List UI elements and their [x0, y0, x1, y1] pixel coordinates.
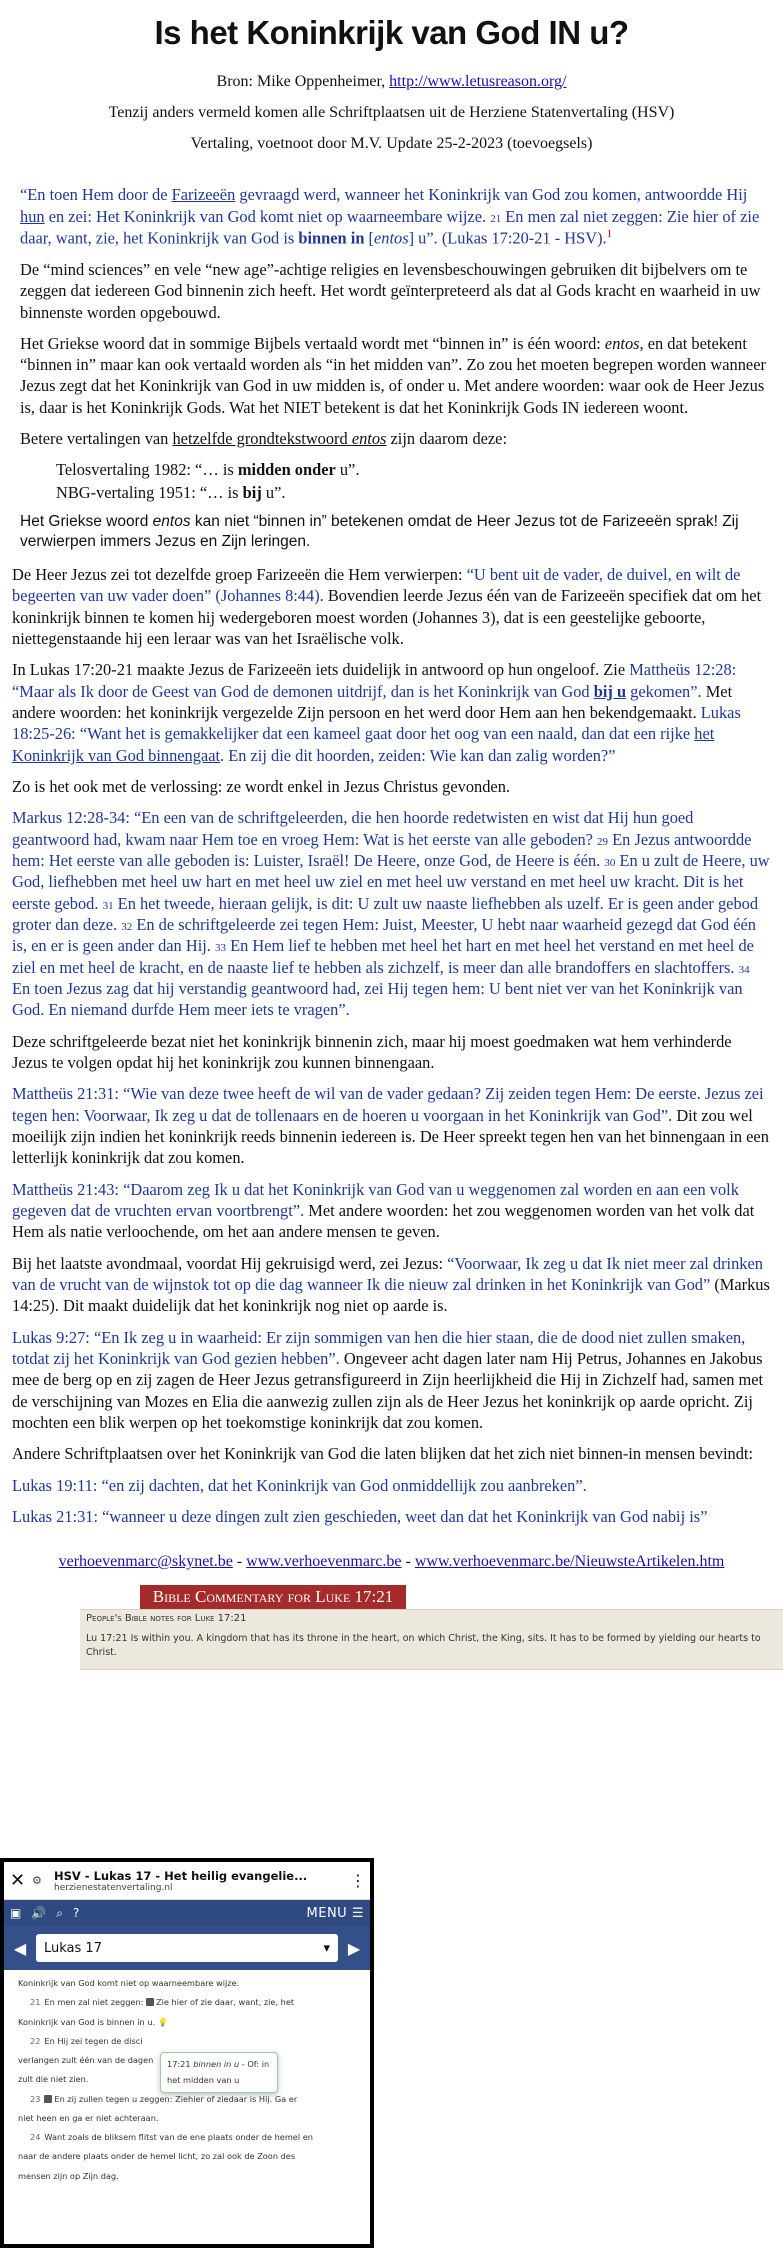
paragraph-mind-sciences: De “mind sciences” en vele “new age”-achtige religies en levensbeschouwingen gebruiken dit bijbelvers om te zeggen dat iedereen God binnenin zich heeft. Het wordt geïnterpreteerd als dat al Gods kracht en waarheid in uw binnenste worden opgebouwd. — [20, 259, 761, 322]
translation-note-2: Vertaling, voetnoot door M.V. Update 25-2-2023 (toevoegsels) — [190, 134, 593, 152]
audio-icon[interactable]: 🔊 — [31, 1906, 47, 1920]
source-link[interactable]: http://www.letusreason.org/ — [389, 73, 567, 90]
paragraph-better-translations: Betere vertalingen van hetzelfde grondtekstwoord entos zijn daarom deze: — [20, 429, 508, 449]
paragraph-mattheus-21-43: Mattheüs 21:43: “Daarom zeg Ik u dat het Koninkrijk van God van u weggenomen zal worden en aan een volk gegeven dat de vruchten ervan voortbrengt”. Met andere woorden: het zou weggenomen worden van het volk dat Hem als natie verloochende, om het aan andere mensen te geven. — [12, 1179, 755, 1242]
browser-top-bar — [4, 1862, 370, 1900]
site-link[interactable]: www.verhoevenmarc.be — [246, 1553, 402, 1571]
prev-chapter-icon[interactable]: ◀ — [13, 1938, 27, 1958]
commentary-title: Bible Commentary for Luke 17:21 — [140, 1585, 406, 1609]
paragraph-lukas-9: Lukas 9:27: “En Ik zeg u in waarheid: Er zijn sommigen van hen die hier staan, die de dood niet zullen smaken, totdat zij het Koninkrijk van God gezien hebben”. Ongeveer acht dagen later nam Hij Petrus, Johannes en Jakobus mee de berg op en zij zagen de Heer Jezus getransfigureerd in Zijn heerlijkheid die Hij in Zichzelf had, samen met de verschijning van Mozes en Elia die aanwezig zullen zijn als de Heer Jezus het koninkrijk op aarde opricht. Zij mochten een blik werpen op het toekomstige koninkrijk dat zou komen. — [12, 1327, 764, 1432]
translation-nbg: NBG-vertaling 1951: “… is bij u”. — [56, 482, 286, 502]
tab-domain: herzienestatenvertaling.nl — [54, 1882, 173, 1893]
more-icon[interactable]: ⋮ — [350, 1871, 366, 1890]
verse-22: 22 En Hij zei tegen de disci — [30, 2035, 143, 2046]
help-icon[interactable]: ? — [73, 1906, 80, 1920]
paragraph-mattheus-21-31: Mattheüs 21:31: “Wie van deze twee heeft de wil van de vader gedaan? Zij zeiden tegen Hem: De eerste. Jezus zei tegen hen: Voorwaar, Ik zeg u dat de tollenaars en de hoeren u voorgaan in het Koninkrijk van God”. Dit zou wel moeilijk zijn indien het koninkrijk reeds binnenin iedereen is. De Heer spreekt tegen hen van het binnengaan in een letterlijk koninkrijk dat zou komen. — [12, 1084, 769, 1168]
paragraph-markus-12: Markus 12:28-34: “En een van de schriftgeleerden, die hen hoorde redetwisten en wist dat Hij hun goed geantwoord had, kwam naar Hem toe en vroeg Hem: Wat is het eerste van alle geboden? 29 En Jezus antwoordde hem: Het eerste van alle geboden is: Luister, Israël! De Heere, onze God, de Heere is één. 30 En u zult de Heere, uw God, liefhebben met heel uw hart en met heel uw ziel en met heel uw verstand en met heel uw kracht. Dit is het eerste gebod. 31 En het tweede, hieraan gelijk, is dit: U zult uw naaste liefhebben als uzelf. Er is geen ander gebod groter dan deze. 32 En de schriftgeleerde zei tegen Hem: Juist, Meester, U hebt naar waarheid gezegd dat God één is, en er is geen ander dan Hij. 33 En Hem lief te hebben met heel het hart en met heel het verstand en met heel de ziel en met heel de kracht, en de naaste lief te hebben als zichzelf, is meer dan alle brandoffers en slachtoffers. 34 En toen Jezus zag dat hij verstandig geantwoord had, zei Hij tegen hem: U bent niet ver van het Koninkrijk van God. En niemand durfde Hem meer iets te vragen”. — [12, 808, 770, 1020]
bible-text: Koninkrijk van God komt niet op waarneembare wijze. 21 En men zal niet zeggen: Zie hier of zie daar, want, zie, het Koninkrijk van God is binnen in u. 💡 22 En Hij zei tegen de disci verlangen zult één van de dagen zult die niet zien. 23 En zij zullen tegen u zeggen: Ziehier of ziedaar is Hij. Ga er niet heen en ga er niet achteraan. 24 Want zoals de bliksem flitst van de ene plaats onder de hemel en naar de andere plaats onder de hemel licht, zo zal ook de Zoon des mensen zijn op Zijn dag. — [4, 1970, 370, 2186]
site-toolbar — [4, 1900, 370, 1926]
verse-23: 23 En zij zullen tegen u zeggen: Ziehier of ziedaar is Hij. Ga er — [30, 2093, 298, 2104]
articles-link[interactable]: www.verhoevenmarc.be/NieuwsteArtikelen.htm — [414, 1553, 725, 1571]
menu-button[interactable]: MENU ☰ — [306, 1905, 364, 1921]
document — [0, 14, 783, 1670]
footer-links: verhoevenmarc@skynet.be - www.verhoevenmarc.be - www.verhoevenmarc.be/NieuwsteArtikelen.htm — [58, 1553, 725, 1571]
close-icon[interactable]: ✕ — [10, 1870, 26, 1891]
paragraph-andere-schriftplaatsen: Andere Schriftplaatsen over het Koninkrijk van God die laten blijken dat het zich niet binnen-in mensen bevindt: — [12, 1444, 754, 1464]
paragraph-avondmaal: Bij het laatste avondmaal, voordat Hij gekruisigd werd, zei Jezus: “Voorwaar, Ik zeg u dat Ik niet meer zal drinken van de vrucht van de wijnstok tot op die dag wanneer Ik die nieuw zal drinken in het Koninkrijk van God” (Markus 14:25). Dit maakt duidelijk dat het koninkrijk nog niet op aarde is. — [12, 1253, 770, 1316]
farizeeen-link[interactable]: Farizeeën — [171, 185, 236, 205]
paragraph-johannes: De Heer Jezus zei tot dezelfde groep Farizeeën die Hem verwierpen: “U bent uit de vader, de duivel, en wilt de begeerten van uw vader doen” (Johannes 8:44). Bovendien leerde Jezus één van de Farizeeën specifiek dat om het koninkrijk binnen te komen hij wedergeboren moest worden (Johannes 3), dat is een geestelijke geboorte, niettegenstaande hij een leraar was van het Israëlische volk. — [12, 565, 762, 649]
site-settings-icon[interactable]: ⚙ — [32, 1874, 42, 1887]
lukas-quote: “En toen Hem door de Farizeeën gevraagd werd, wanneer het Koninkrijk van God zou komen, antwoordde Hij hun en zei: Het Koninkrijk van God komt niet op waarneembare wijze. 21 En men zal niet zeggen: Zie hier of zie daar, want, zie, het Koninkrijk van God is binnen in [entos] u”. (Lukas 17:20-21 - HSV).$^1$ — [20, 185, 760, 248]
search-icon[interactable]: ⌕ — [56, 1905, 64, 1920]
lightbulb-icon[interactable]: 💡 — [157, 2016, 168, 2027]
page-title: Is het Koninkrijk van God IN u? — [154, 14, 629, 51]
commentary-box — [80, 1609, 783, 1670]
article-body — [12, 184, 771, 552]
footnote-popup[interactable]: 17:21 binnen in u - Of: in het midden van u — [160, 2052, 278, 2093]
translation-note: Tenzij anders vermeld komen alle Schriftplaatsen uit de Herziene Statenvertaling (HSV) — [108, 103, 675, 121]
chapter-nav — [4, 1926, 370, 1970]
chevron-down-icon: ▾ — [323, 1940, 330, 1956]
paragraph-schriftgeleerde: Deze schriftgeleerde bezat niet het koninkrijk binnenin zich, maar hij moest goedmaken wat hem verhinderde Jezus te volgen opdat hij het koninkrijk zou kunnen binnengaan. — [12, 1031, 732, 1072]
commentary-text: Lu 17:21 Is within you. A kingdom that has its throne in the heart, on which Christ, the King, sits. It has to be formed by yielding our hearts to Christ. — [86, 1633, 761, 1659]
chapter-select[interactable]: Lukas 17 ▾ — [36, 1934, 338, 1962]
commentary-head: People's Bible notes for Luke 17:21 — [86, 1613, 247, 1625]
paragraph-lukas-17: In Lukas 17:20-21 maakte Jezus de Farizeeën iets duidelijk in antwoord op hun ongeloof. Zie Mattheüs 12:28: “Maar als Ik door de Geest van God de demonen uitdrijf, dan is het Koninkrijk van God bij u gekomen”. Met andere woorden: het koninkrijk vergezelde Zijn persoon en het werd door Hem aan hen bekendgemaakt. Lukas 18:25-26: “Want het is gemakkelijker dat een kameel gaat door het oog van een naald, dan dat een rijke het Koninkrijk van God binnengaat. En zij die dit hoorden, zeiden: Wie kan dan zalig worden?” — [12, 660, 741, 765]
footnote-marker[interactable]: 1 — [606, 228, 613, 241]
book-icon[interactable]: ▣ — [10, 1906, 22, 1920]
tab-title: HSV - Lukas 17 - Het heilig evangelie... — [54, 1868, 308, 1883]
next-chapter-icon[interactable]: ▶ — [347, 1938, 361, 1958]
paragraph-lukas-19-11: Lukas 19:11: “en zij dachten, dat het Koninkrijk van God onmiddellijk zou aanbreken”. — [12, 1475, 587, 1495]
verse-21: 21 En men zal niet zeggen: Zie hier of zie daar, want, zie, het — [30, 1997, 295, 2008]
paragraph-greek-word: Het Griekse woord dat in sommige Bijbels vertaald wordt met “binnen in” is één woord: entos, en dat betekent “binnen in” maar kan ook vertaald worden als “in het midden van”. Zo zou het moeten begrepen worden wanneer Jezus zegt dat het Koninkrijk van God in uw midden is, of onder u. Met andere woorden: waar ook de Heer Jezus is, daar is het Koninkrijk Gods. Wat het NIET betekent is dat het Koninkrijk Gods IN iedereen woont. — [20, 333, 766, 417]
note-icon[interactable] — [44, 2095, 52, 2103]
email-link[interactable]: verhoevenmarc@skynet.be — [58, 1553, 233, 1571]
paragraph-entos-emphasis: Het Griekse woord entos kan niet “binnen in” betekenen omdat de Heer Jezus tot de Farizeeën sprak! Zij verwierpen immers Jezus en Zijn leringen. — [20, 512, 739, 550]
note-icon[interactable] — [146, 1998, 154, 2006]
article-body-2 — [12, 564, 771, 1527]
paragraph-verlossing: Zo is het ook met de verlossing: ze wordt enkel in Jezus Christus gevonden. — [12, 776, 511, 796]
source-line: Bron: Mike Oppenheimer, http://www.letusreason.org/ — [216, 73, 567, 90]
verse-24: 24 Want zoals de bliksem flitst van de ene plaats onder de hemel en — [30, 2132, 313, 2143]
paragraph-lukas-21-31: Lukas 21:31: “wanneer u deze dingen zult zien geschieden, weet dan dat het Koninkrijk van God nabij is” — [12, 1506, 708, 1526]
phone-screenshot — [0, 1858, 374, 2248]
translation-telos: Telosvertaling 1982: “… is midden onder u”. — [56, 460, 360, 480]
